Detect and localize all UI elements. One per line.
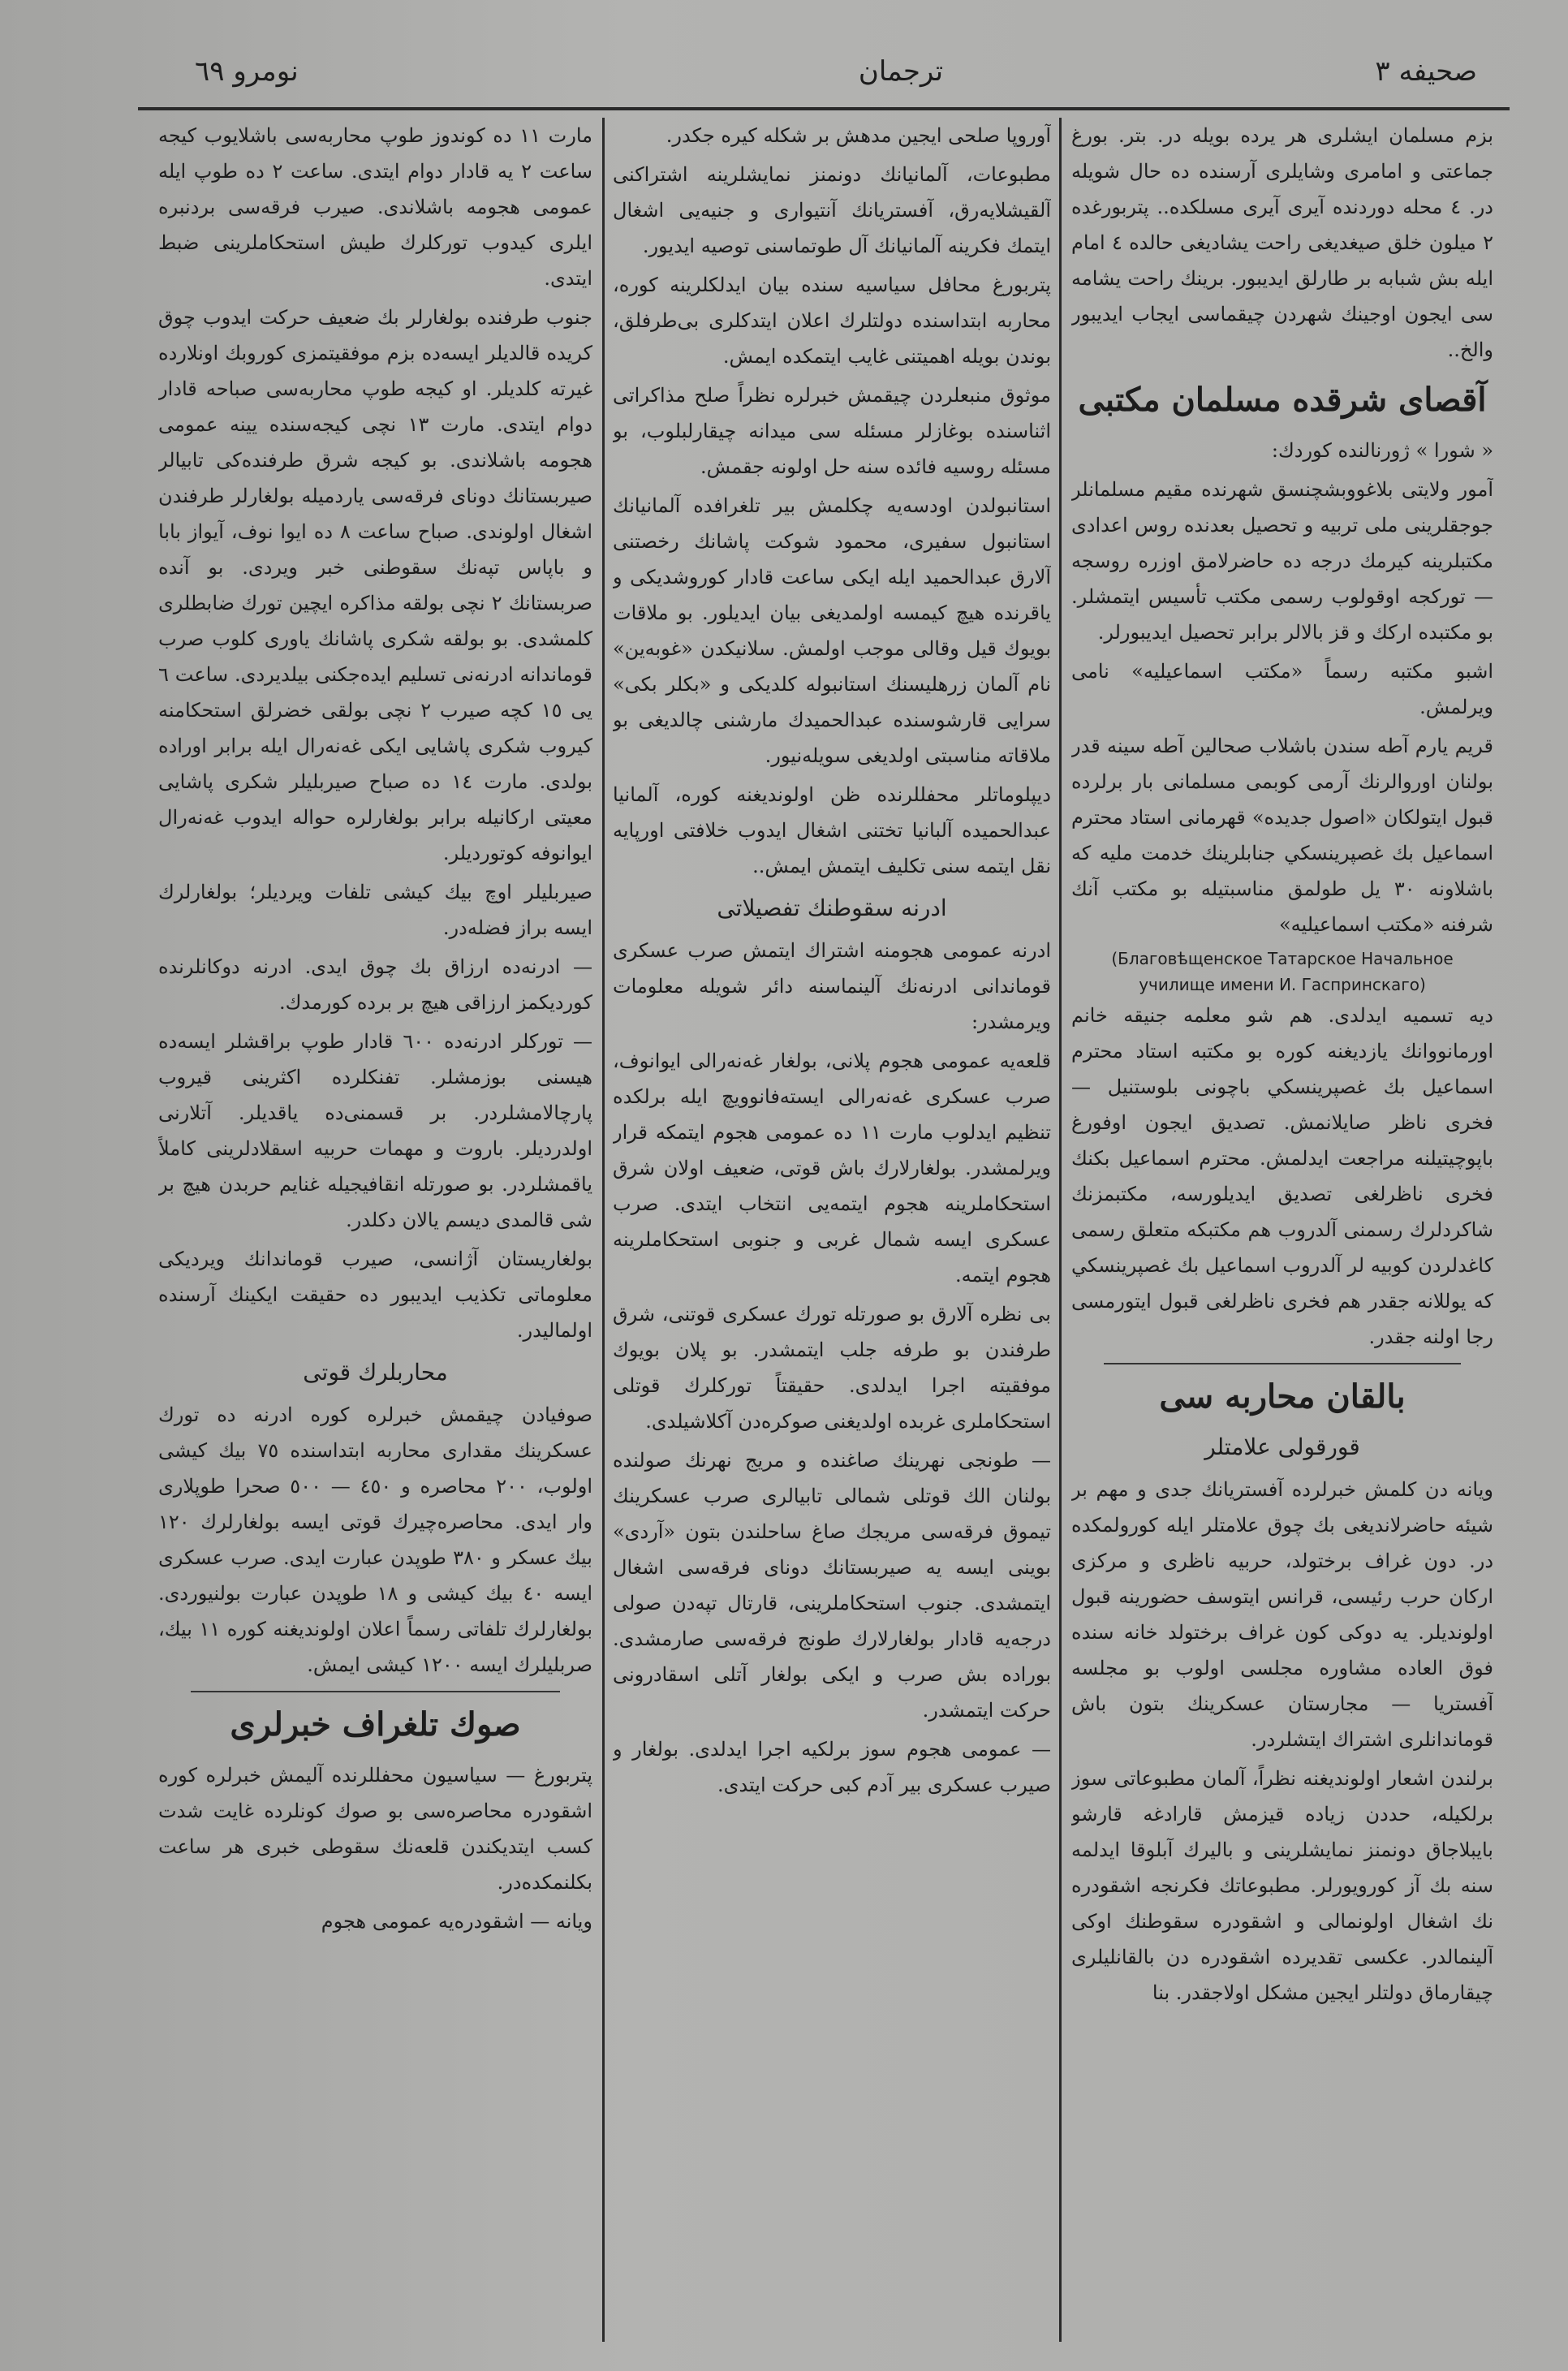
headline-telegraph-news: صوك تلغراف خبرلری [230,1705,521,1744]
paragraph: — ادرنه‌ده ارزاق بك چوق ايدی. ادرنه دوكانلرنده كورديكمز ارزاقی هيچ بر برده كورمدك. [158,955,592,1014]
paragraph: قريم يارم آطه سندن باشلاب صحالين آطه سينه قدر بولنان اوروالرنك آرمی كوبمی مسلمانی بار برلرده قبول ايتولكان «اصول جديده» قهرمانی استاد محترم اسماعيل بك غصپرينسكي جنابلرينك خدمت مليه كه باشلاونه ٣٠ يل طولمق مناسبتيله بو مكتب آنك شرفنه «مكتب اسماعيليه» [1071,735,1493,936]
paragraph: — عمومی هجوم سوز برلكيه اجرا ايدلدی. بولغار و صيرب عسكری بير آدم كبی حركت ايتدی. [613,1738,1051,1796]
column-left [158,118,592,2358]
paragraph: « شورا » ژورنالنده كوردك: [1271,439,1493,462]
subheading: قورقولی علامتلر [1204,1433,1360,1460]
masthead-rule [138,107,1510,110]
paragraph: قلعه‌يه عمومی هجوم پلانی، بولغار غه‌نه‌رالی ايوانوف، صرب عسكری غه‌نه‌رالی ايسته‌فانوويچ ايله برلكده تنظيم ايدلوب مارت ١١ ده عمومی هجوم ايتمكه قرار ويرلمشدر. بولغارلارك باش قوتی، ضعيف اولان شرق استحكاملرينه هجوم ايتمه‌يی انتخاب ايتدی. صرب عسكری ايسه شمال غربی و جنوبی استحكاملرينه هجوم ايتمه. [613,1050,1051,1287]
headline-school: آقصای شرقده مسلمان مكتبی [1078,381,1487,419]
paragraph: پتربورغ محافل سياسيه سنده بيان ايدلكلرينه كوره، محاربه ابتداسنده دولتلرك اعلان ايتدكلری بی‌طرفلق، بوندن بويله اهميتنی غايب ايتمكده ايمش. [613,274,1051,368]
paragraph: ديپلوماتلر محفللرنده ظن اولونديغنه كوره، آلمانيا عبدالحميده آلبانيا تختنی اشغال ايدوب خلافتی اورپايه نقل ايتمه سنی تكليف ايتمش ايمش.. [613,783,1051,877]
paragraph: مارت ١١ ده كوندوز طوپ محاربه‌سی باشلايوب كيجه ساعت ٢ يه قادار دوام ايتدی. ساعت ٢ ده طوپ ايله عمومی هجومه باشلاندی. صيرب فرقه‌سی بردنبره ايلری كيدوب توركلرك طيش استحكاملرينی ضبط ايتدی. [158,124,592,290]
paragraph: — توركلر ادرنه‌ده ٦٠٠ قادار طوپ براقشلر ايسه‌ده هيسنی بوزمشلر. تفنكلرده اكثرينی قيروب پارچالامشلردر. بر قسمنی‌ده ياقديلر. آتلارنی اولدرديلر. باروت و مهمات حربيه اسقلادلرينی كاملاً ياقمشلردر. بو صورتله انقافيجيله غنايم حربدن هيچ بر شی قالمدی ديسم يالان دكلدر. [158,1030,592,1231]
paragraph: بی نظره آلارق بو صورتله تورك عسكری قوتنی، شرق طرفندن بو طرفه جلب ايتمشدر. بو پلان بويوك موفقيته اجرا ايدلدی. حقيقتاً توركلرك قوتلی استحكاملری غربده اولديغنی صوكره‌دن آكلاشيلدی. [613,1303,1051,1433]
column-middle [613,118,1051,2358]
russian-school-name-line1: (Благовѣщенское Татарское Начальное [1111,949,1454,968]
paragraph: اشبو مكتبه رسماً «مكتب اسماعيليه» نامی ويرلمش. [1071,660,1493,718]
issue-number: نومرو ٦٩ [195,55,299,88]
paragraph: پتربورغ — سياسيون محفللرنده آليمش خبرلره كوره اشقودره محاصره‌سی بو صوك كونلرده غايت شدت كسب ايتديكندن قلعه‌نك سقوطی خبری هر ساعت بكلنمكده‌در. [158,1764,592,1894]
paragraph: استانبولدن اودسه‌يه چكلمش بير تلغرافده آلمانيانك استانبول سفيری، محمود شوكت پاشانك رخصتنی آلارق عبدالحميد ايله ايكی ساعت قادار كوروشديكی و ياقرنده هيچ كيمسه اولمديغی بيان ايديلور. بو ملاقات بويوك قيل وقالی موجب اولمش. سلانيكدن «غوبه‌ين» نام آلمان زرهليسنك استانبوله كلديكی و «بكلر بكی» سرايی قارشوسنده عبدالحميدك مارشنی چالديغی بو ملاقاته مناسبتی اولديغی سويله‌نيور. [613,494,1051,767]
section-rule [191,1691,560,1692]
column-divider-left [602,118,605,2342]
subheading: محاربلرك قوتی [303,1359,448,1386]
paragraph: ويانه — اشقودره‌يه عمومی هجوم [321,1910,592,1933]
column-divider-right [1059,118,1062,2342]
page-number: صحيفه ٣ [1375,55,1477,88]
paragraph: بزم مسلمان ايشلری هر يرده بويله در. بتر. بورغ جماعتی و امامری وشايلری آرسنده ده حال شويله در. ٤ محله دوردنده آيری آيری مسلكده.. پتربورغده ٢ ميلون خلق صيغديغی راحت يشاديغی حالده ٤ امام ايله بش شبابه بر طارلق ايديبور. برينك راحت يشامه سی ايجون اوجينك شهردن چيقماسی ايجاب ايديبور والخ.. [1071,124,1493,361]
newspaper-title: ترجمان [858,55,944,88]
paragraph: ديه تسميه ايدلدی. هم شو معلمه جنيقه خانم اورمانووانك يازديغنه كوره بو مكتبه استاد محترم اسماعيل بك غصپرينسكي باچونی بلوستنيل — فخری ناظر صايلانمش. تصديق ايجون اوفورغ باپوچيتيلنه مراجعت ايدلمش. محترم اسماعيل بكنك فخری ناظرلغی تصديق ايديلورسه، مكتبمزنك شاكردلرك رسمنی آلدروب هم مكتبكه متعلق رسمی كاغدلردن كوبيه لر آلدروب اسماعيل بك غصپرينسكي كه يوللانه جقدر هم فخری ناظرلغی قبول ايتورمسی رجا اولنه جقدر. [1071,1004,1493,1348]
paragraph: موثوق منبعلردن چيقمش خبرلره نظراً صلح مذاكراتی اثناسنده بوغازلر مسئله سی ميدانه چيقارلبلوب، بو مسئله روسيه فائده سنه حل اولونه جقمش. [613,384,1051,478]
russian-school-name-line2: училище имени И. Гаспринскаго) [1139,975,1426,994]
column-right [1071,118,1493,2358]
paragraph: برلندن اشعار اولونديغنه نظراً، آلمان مطبوعاتی سوز برلكيله، حددن زياده قيزمش قارادغه قارشو بايبلاجاق دونمنز نمايشلرينی و باليرك آبلوقا ايدلمه سنه بك آز كورويورلر. مطبوعاتك فكرنجه اشقودره نك اشغال اولونمالی و اشقودره سقوطنك اوكی آلينمالدر. عكسی تقديرده اشقودره دن بالقانليلری چيقارماق دولتلر ايجين مشكل اولاجقدر. بنا [1071,1767,1493,2004]
paragraph: آوروپا صلحی ايجين مدهش بر شكله كيره جكدر. [666,124,1051,147]
paragraph: — طونجی نهرينك صاغنده و مريج نهرنك صولنده بولنان الك قوتلی شمالی تابيالری صرب عسكرينك تيموق فرقه‌سی مريجك صاغ ساحلندن بتون «آردی» بوينی ايسه يه صيربستانك دونای فرقه‌سی اشغال ايتمشدی. جنوب استحكاملرينی، قارتال تپه‌دن صولی درجه‌يه قادار بولغارلارك طونج فرقه‌سی صارمشدی. بوراده بش صرب و ايكی بولغار آتلی اسقادرونی حركت ايتمشدر. [613,1449,1051,1722]
paragraph: صوفيادن چيقمش خبرلره كوره ادرنه ده تورك عسكرينك مقداری محاربه ابتداسنده ٧٥ بيك كيشی اولوب، ٢٠٠ محاصره و ٤٥٠ — ٥٠٠ صحرا طوپلاری وار ايدی. محاصره‌چيرك قوتی ايسه بولغارلرك ١٢٠ بيك عسكر و ٣٨٠ طوپدن عبارت ايدی. صرب عسكری ايسه ٤٠ بيك كيشی و ١٨ طوپدن عبارت بولنيوردی. بولغارلرك تلفاتی رسماً اعلان اولونديغنه كوره ١١ بيك، صربليلرك ايسه ١٢٠٠ كيشی ايمش. [158,1403,592,1676]
masthead [138,49,1510,106]
paragraph: ادرنه عمومی هجومنه اشتراك ايتمش صرب عسكری قوماندانی ادرنه‌نك آلينماسنه دائر شويله معلومات ويرمشدر: [613,939,1051,1033]
paragraph: بولغاريستان آژانسی، صيرب قوماندانك ويرديكی معلوماتی تكذيب ايديبور ده حقيقت ايكينك آرسنده اولماليدر. [158,1248,592,1342]
headline-balkan-war: بالقان محاربه سی [1159,1377,1406,1416]
paragraph: مطبوعات، آلمانيانك دونمنز نمايشلرينه اشتراكنی آلقيشلايه‌رق، آفستريانك آنتيواری و جنيه‌يی اشغال ايتمك فكرينه آلمانيانك آل طوتماسنی توصيه ايديور. [613,163,1051,257]
section-rule [1104,1363,1461,1364]
paragraph: جنوب طرفنده بولغارلر بك ضعيف حركت ايدوب چوق كريده قالديلر ايسه‌ده بزم موفقيتمزی كوروبك اونلارده غيرته كلديلر. او كيجه طوپ محاربه‌سی صباحه قادار دوام ايتدی. مارت ١٣ نچی كيجه‌سنده يينه عمومی هجومه باشلاندی. بو كيجه شرق طرفنده‌كی تابيالر صيربستانك دونای فرقه‌سی ياردميله بولغارلر طرفندن اشغال اولوندی. صباح ساعت ٨ ده ايوا نوف، آيواز بابا و باپاس تپه‌نك سقوطنی خبر ويردی. بو آنده صربستانك ٢ نچی بولقه مذاكره ايچين تورك ضابطلری كلمشدی. بو بولقه شكری پاشانك ياوری كلوب صرب قوماندانه ادرنه‌نی تسليم ايده‌جكنی بيلديردی. ساعت ٦ يی ١٥ كچه صيرب ٢ نچی بولقی خضرلق استحكامنه كيروب شكری پاشايی ايكی غه‌نه‌رال ايله برابر اوراده بولدی. مارت ١٤ ده صباح صيربليلر شكری پاشايی معيتی اركانيله برابر بولغارلره حواله ايدوب غه‌نه‌رال ايوانوفه كوتوردیلر. [158,306,592,864]
paragraph: آمور ولايتی بلاغووبشچنسق شهرنده مقيم مسلمانلر جوجقلرينی ملی تربيه و تحصيل بعدنده روس اعدادی مكتبلرينه كيرمك درجه ده حاضرلامق اوزره روسجه — توركجه اوقولوب رسمی مكتب تأسيس ايتمشلر. بو مكتبده اركك و قز بالالر برابر تحصيل ايديبورلر. [1071,478,1493,644]
subheading: ادرنه سقوطنك تفصيلاتی [717,895,947,921]
paragraph: صيربليلر اوچ بيك كيشی تلفات ويرديلر؛ بولغارلرك ايسه براز فضله‌در. [158,881,592,939]
paragraph: ويانه دن كلمش خبرلرده آفستريانك جدی و مهم بر شيئه حاضرلانديغی بك چوق علامتلر ايله كورولمكده در. دون غراف برختولد، حربيه ناظری و مركزی اركان حرب رئيسی، قرانس ايتوسف حضورينه قبول اولوندیلر. يه دوكی كون غراف برختولد خانه سنده فوق العاده مشاوره مجلسی اولوب بو مجلسه آفستريا — مجارستان عسكرينك بتون باش قوماندانلری اشتراك ايتشلردر. [1071,1478,1493,1751]
